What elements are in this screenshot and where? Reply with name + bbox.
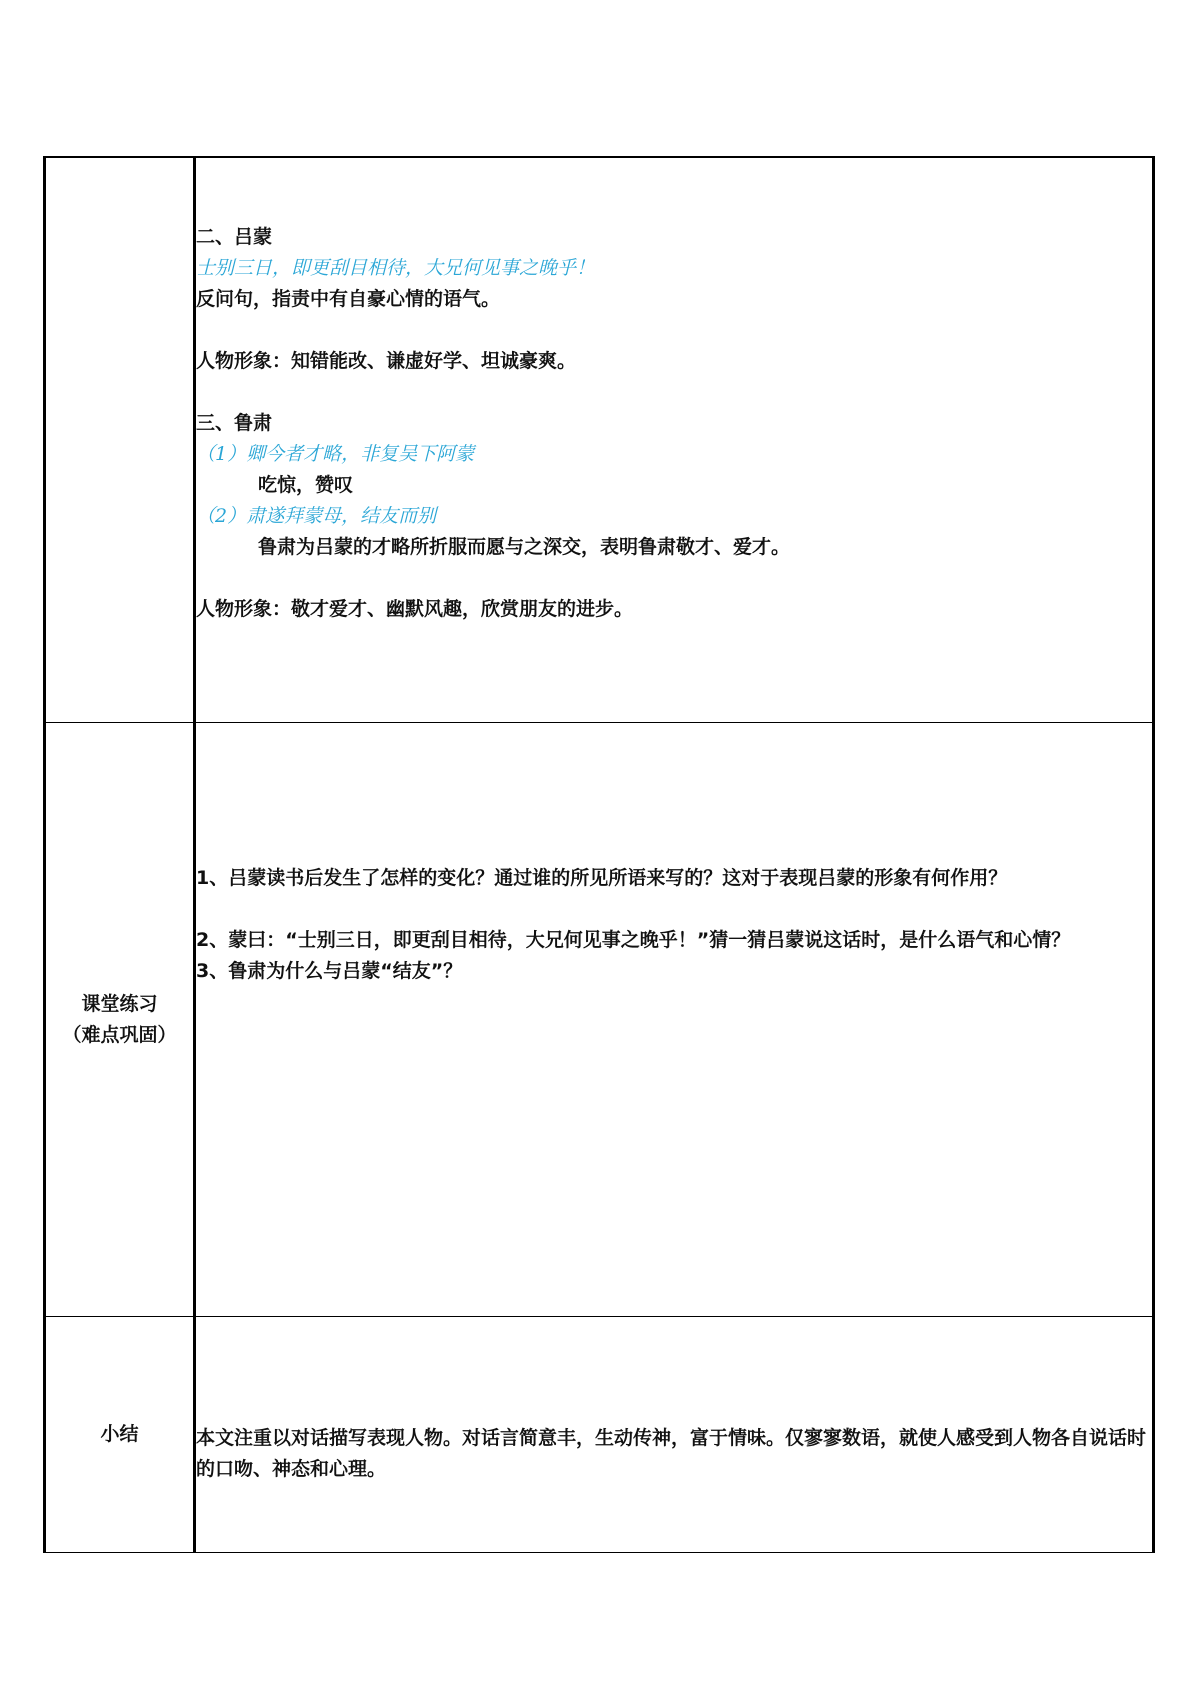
practice-label-subtitle: （难点巩固） — [62, 1023, 177, 1046]
spacer — [196, 563, 1152, 594]
practice-question-1: 1、吕蒙读书后发生了怎样的变化？通过谁的所见所语来写的？这对于表现吕蒙的形象有何作用？ — [196, 867, 1008, 889]
lusu-note-1: 吃惊，赞叹 — [258, 474, 354, 496]
analysis-row — [45, 157, 1154, 723]
practice-question-2: 2、蒙曰：“士别三日，即更刮目相待，大兄何见事之晚乎！”猜一猜吕蒙说这话时，是什么语气和心情？ — [196, 929, 1071, 951]
lusu-quote-2: （2）肃遂拜蒙母，结友而别 — [196, 505, 437, 527]
summary-label: 小结 — [100, 1423, 139, 1445]
lusu-heading: 三、鲁肃 — [196, 412, 273, 434]
practice-label-title: 课堂练习 — [81, 992, 158, 1015]
practice-row — [45, 723, 1154, 1317]
analysis-label-cell — [45, 157, 195, 723]
spacer — [196, 377, 1152, 408]
summary-row — [45, 1317, 1154, 1553]
practice-label-cell — [45, 723, 195, 1317]
lusu-quote-1: （1）卿今者才略，非复吴下阿蒙 — [196, 443, 475, 465]
spacer — [196, 315, 1152, 346]
practice-question-3: 3、鲁肃为什么与吕蒙“结友”？ — [196, 960, 463, 982]
lumeng-analysis: 反问句，指责中有自豪心情的语气。 — [196, 288, 501, 310]
lusu-character-image: 人物形象：敬才爱才、幽默风趣，欣赏朋友的进步。 — [196, 598, 634, 620]
lesson-table — [43, 156, 1155, 1553]
lumeng-character-image: 人物形象：知错能改、谦虚好学、坦诚豪爽。 — [196, 350, 577, 372]
summary-text: 本文注重以对话描写表现人物。对话言简意丰，生动传神，富于情味。仅寥寥数语，就使人感受到人物各自说话时的口吻、神态和心理。 — [196, 1426, 1147, 1480]
summary-label-cell — [45, 1317, 195, 1553]
summary-content-cell — [195, 1317, 1154, 1553]
practice-content-cell — [195, 723, 1154, 1317]
analysis-content-cell — [195, 157, 1154, 723]
spacer — [196, 894, 1152, 925]
lumeng-heading: 二、吕蒙 — [196, 226, 273, 248]
lusu-note-2: 鲁肃为吕蒙的才略所折服而愿与之深交，表明鲁肃敬才、爱才。 — [258, 536, 791, 558]
lumeng-quote: 士别三日，即更刮目相待，大兄何见事之晚乎！ — [196, 257, 596, 279]
